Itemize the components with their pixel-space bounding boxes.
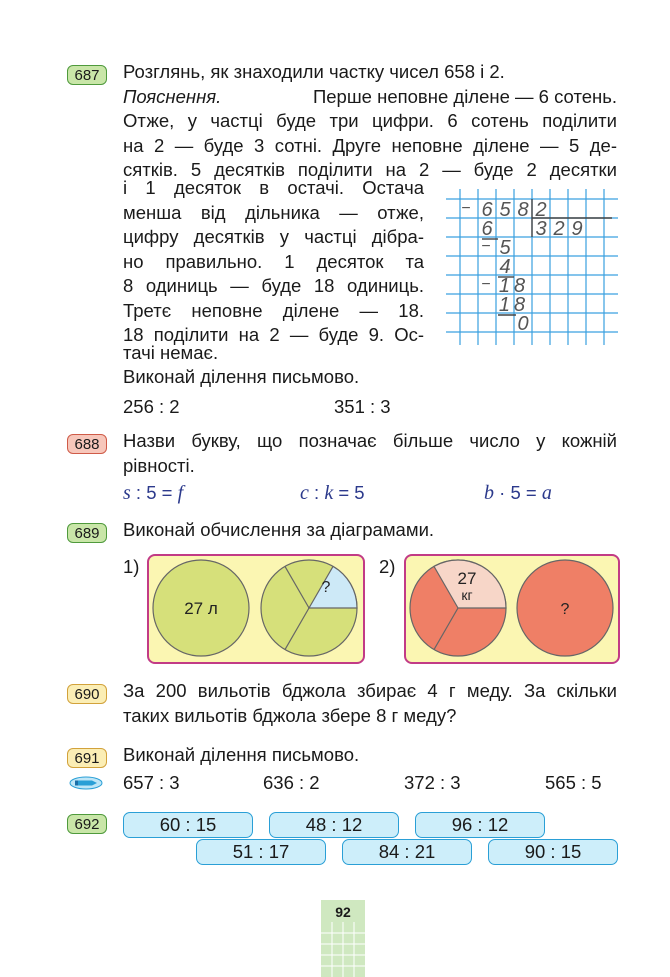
exercise-692-card-6: 90 : 15 bbox=[488, 839, 618, 865]
page-number-grid bbox=[321, 922, 365, 977]
exercise-692-card-4: 51 : 17 bbox=[196, 839, 326, 865]
exercise-687-line-5: сятків. 5 десятків поділити на 2 — буде 2 десятки bbox=[123, 159, 617, 180]
quotient-digit-2: 2 bbox=[553, 218, 565, 240]
exercise-687-line-2 bbox=[123, 85, 617, 110]
diagram-2-whole: ? bbox=[560, 601, 570, 618]
exercise-687-narrow-6: Третє неповне ділене — 18. bbox=[123, 299, 424, 321]
step-6-value: 0 bbox=[517, 313, 529, 335]
exercise-690-number: 690 bbox=[67, 684, 107, 704]
minus-sign-1: − bbox=[461, 200, 471, 217]
exercise-691-number: 691 bbox=[67, 748, 107, 768]
exercise-687-narrow-3: цифру десятків у частці дібра- bbox=[123, 226, 424, 247]
dividend-digit-3: 8 bbox=[517, 199, 529, 221]
equation-1: s : 5 = f bbox=[123, 482, 184, 504]
explanation-text: Перше неповне ділене — 6 сотень. bbox=[312, 85, 617, 107]
exercise-687-narrow-7: 18 поділити на 2 — буде 9. Ос- bbox=[123, 324, 424, 345]
divisor: 2 bbox=[535, 199, 547, 221]
diagram-2-label: 2) bbox=[379, 556, 396, 577]
diagram-1-part: ? bbox=[321, 579, 331, 596]
diagram-2-panel bbox=[404, 554, 620, 664]
step-3-value: 4 bbox=[499, 256, 511, 278]
step-2-value: 5 bbox=[499, 237, 511, 259]
exercise-692-card-1: 60 : 15 bbox=[123, 812, 253, 838]
exercise-688-line-2: рівності. bbox=[123, 454, 195, 476]
step-5-value: 18 bbox=[498, 294, 530, 316]
exercise-689-number: 689 bbox=[67, 523, 107, 543]
exercise-692-card-5: 84 : 21 bbox=[342, 839, 472, 865]
exercise-691-example-2: 636 : 2 bbox=[263, 772, 320, 793]
diagram-2-part-unit: кг bbox=[461, 587, 473, 603]
diagram-1-circles bbox=[149, 556, 363, 662]
exercise-687-example-1: 256 : 2 bbox=[123, 396, 180, 417]
exercise-688-number: 688 bbox=[67, 434, 107, 454]
exercise-687-narrow-4: но правильно. 1 десяток та bbox=[123, 250, 424, 272]
exercise-689-text: Виконай обчислення за діаграмами. bbox=[123, 519, 435, 540]
explanation-label: Пояснення. bbox=[123, 85, 222, 107]
exercise-691-example-1: 657 : 3 bbox=[123, 772, 180, 793]
page-number: 92 bbox=[335, 904, 351, 920]
exercise-688-line-1: Назви букву, що позначає більше число у кожній bbox=[123, 430, 617, 451]
exercise-691-example-3: 372 : 3 bbox=[404, 772, 461, 793]
exercise-687-line-3: Отже, у частці буде три цифри. 6 сотень поділити bbox=[123, 110, 617, 131]
exercise-690-line-2: таких вильотів бджола збере 8 г меду? bbox=[123, 704, 457, 726]
minus-sign-3: − bbox=[481, 276, 491, 293]
exercise-692-card-2: 48 : 12 bbox=[269, 812, 399, 838]
exercise-692-number: 692 bbox=[67, 814, 107, 834]
quotient-digit-3: 9 bbox=[571, 218, 583, 240]
diagram-1-panel bbox=[147, 554, 365, 664]
dividend-digit-2: 5 bbox=[499, 199, 511, 221]
exercise-690-line-1: За 200 вильотів бджола збирає 4 г меду. За скільки bbox=[123, 680, 617, 701]
minus-sign-2: − bbox=[481, 238, 491, 255]
exercise-687-narrow-8: тачі немає. bbox=[123, 342, 219, 363]
exercise-691-example-4: 565 : 5 bbox=[545, 772, 602, 793]
diagram-2-part-value: 27 bbox=[457, 569, 477, 588]
equation-3: b · 5 = a bbox=[484, 482, 552, 504]
equation-2: c : k = 5 bbox=[300, 482, 365, 504]
page-number-block bbox=[321, 900, 365, 977]
step-4-value: 18 bbox=[498, 275, 530, 297]
diagram-2-circles bbox=[406, 556, 618, 662]
diagram-1-whole: 27 л bbox=[184, 599, 218, 618]
exercise-687-line-4: на 2 — буде 3 сотні. Друге неповне ділене — 5 де- bbox=[123, 134, 617, 156]
exercise-687-narrow-1: і 1 десяток в остачі. Остача bbox=[123, 177, 424, 198]
pencil-icon bbox=[69, 776, 103, 790]
exercise-687-number: 687 bbox=[67, 65, 107, 85]
dividend-digit-1: 6 bbox=[481, 199, 493, 221]
exercise-692-card-3: 96 : 12 bbox=[415, 812, 545, 838]
exercise-687-intro: Розглянь, як знаходили частку чисел 658 і 2. bbox=[123, 61, 505, 82]
exercise-687-example-2: 351 : 3 bbox=[334, 396, 391, 417]
step-1-value: 6 bbox=[481, 218, 493, 240]
exercise-687-narrow-2: менша від дільника — отже, bbox=[123, 201, 424, 223]
exercise-691-text: Виконай ділення письмово. bbox=[123, 744, 360, 765]
diagram-1-label: 1) bbox=[123, 556, 140, 577]
quotient-digit-1: 3 bbox=[535, 218, 547, 240]
exercise-687-narrow-5: 8 одиниць — буде 18 одиниць. bbox=[123, 275, 424, 296]
long-division-grid bbox=[446, 189, 618, 345]
exercise-687-task: Виконай ділення письмово. bbox=[123, 366, 360, 387]
